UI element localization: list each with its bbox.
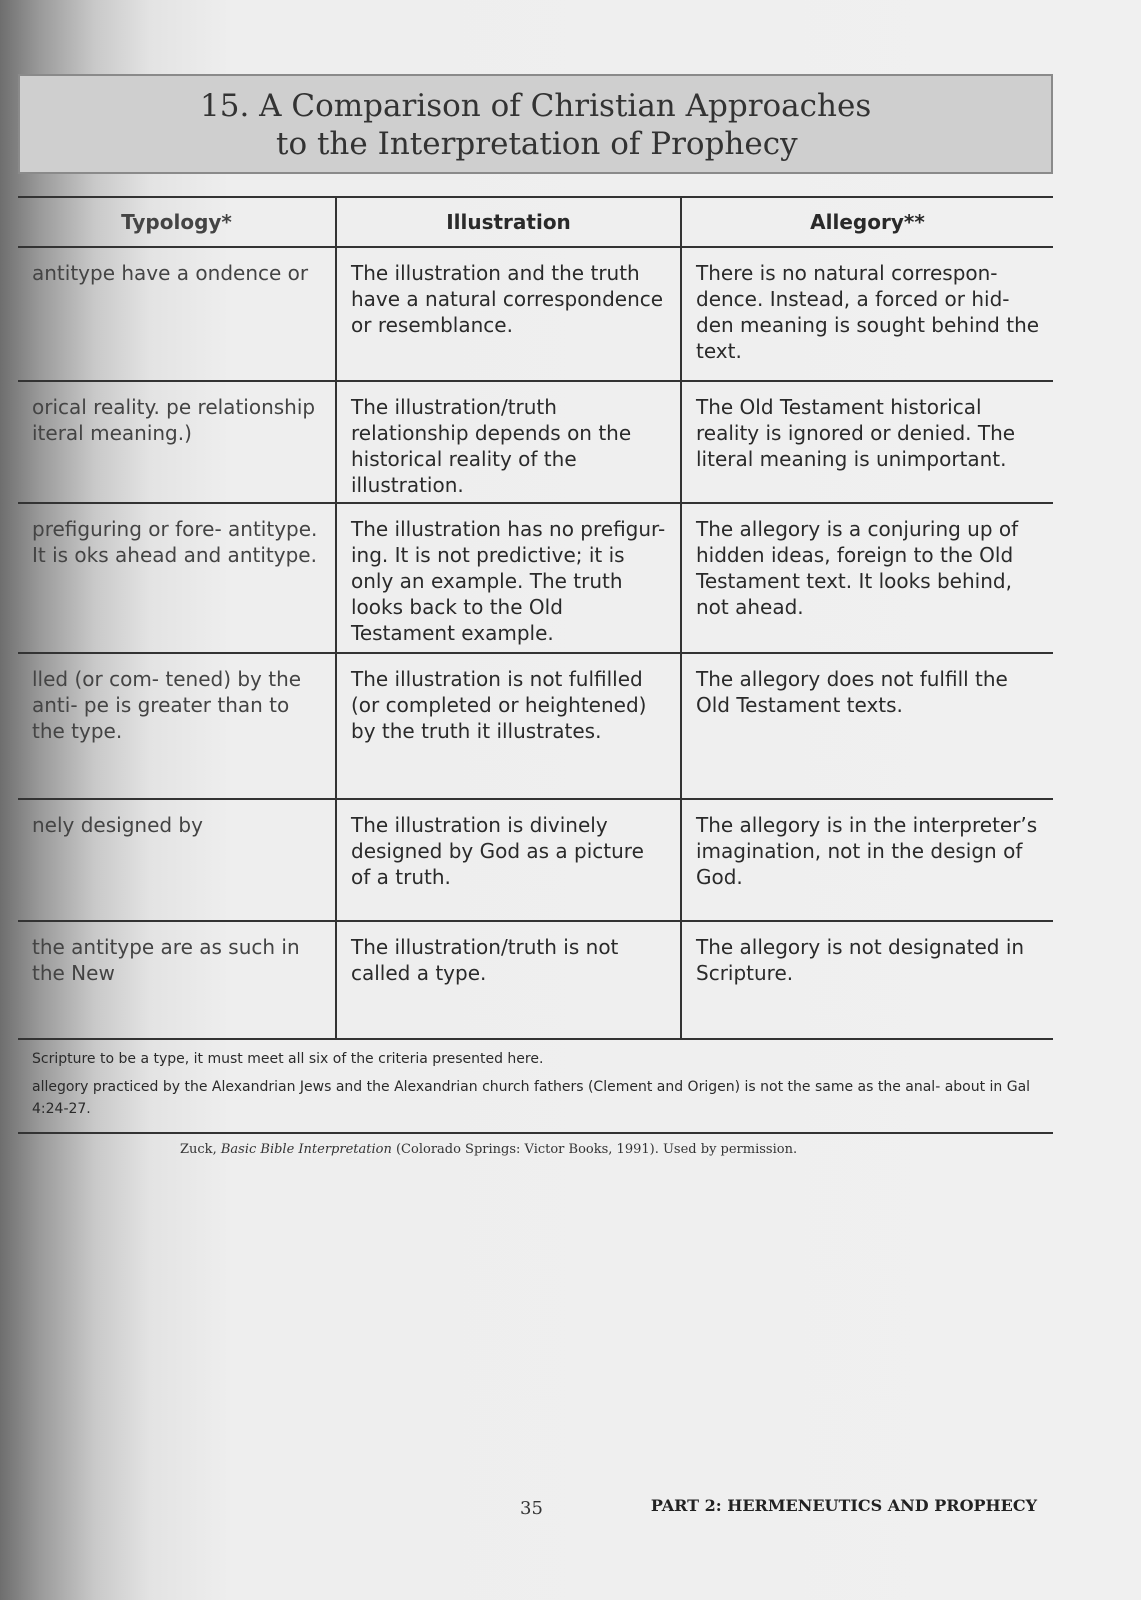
footnotes-cell (18, 1039, 1053, 1133)
page-title-line-1: 15. A Comparison of Christian Approaches (200, 88, 872, 124)
credit-prefix: Zuck, (180, 1142, 217, 1157)
allegory-cell: The Old Testament historical reality is ignored or denied. The literal meaning is unimportant. (681, 381, 1053, 503)
footnote-allegory: allegory practiced by the Alexandrian Jews and the Alexandrian church fathers (Clement and Origen) is not the same as the anal- about in Gal 4:24-27. (32, 1079, 1031, 1117)
allegory-cell: There is no natural correspon-dence. Instead, a forced or hid-den meaning is sought behind the text. (681, 247, 1053, 381)
source-credit (180, 1142, 797, 1157)
typology-cell: antitype have a ondence or (18, 247, 336, 381)
running-head: PART 2: HERMENEUTICS AND PROPHECY (650, 1496, 1037, 1515)
typology-cell: the antitype are as such in the New (18, 921, 336, 1039)
table-row (18, 921, 1053, 1039)
footnote-typology: Scripture to be a type, it must meet all six of the criteria presented here. (32, 1051, 544, 1067)
footnote-row (18, 1039, 1053, 1133)
table-row (18, 653, 1053, 799)
allegory-cell: The allegory is a conjuring up of hidden ideas, foreign to the Old Testament text. It looks behind, not ahead. (681, 503, 1053, 653)
allegory-cell: The allegory does not fulfill the Old Testament texts. (681, 653, 1053, 799)
illustration-cell: The illustration/truth relationship depends on the historical reality of the illustration. (336, 381, 681, 503)
table-row (18, 247, 1053, 381)
table-row (18, 381, 1053, 503)
typology-cell: prefiguring or fore- antitype. It is oks ahead and antitype. (18, 503, 336, 653)
typology-cell: nely designed by (18, 799, 336, 921)
table-row (18, 799, 1053, 921)
illustration-cell: The illustration/truth is not called a type. (336, 921, 681, 1039)
illustration-cell: The illustration and the truth have a natural correspondence or resemblance. (336, 247, 681, 381)
header-typology: Typology* (18, 197, 336, 247)
typology-cell: lled (or com- tened) by the anti- pe is greater than to the type. (18, 653, 336, 799)
allegory-cell: The allegory is in the interpreter’s imagination, not in the design of God. (681, 799, 1053, 921)
credit-rest: (Colorado Springs: Victor Books, 1991). Used by permission. (395, 1142, 798, 1157)
header-allegory: Allegory** (681, 197, 1053, 247)
credit-book-title: Basic Bible Interpretation (220, 1142, 392, 1157)
page-title-line-2: to the Interpretation of Prophecy (276, 126, 798, 162)
table-row (18, 503, 1053, 653)
illustration-cell: The illustration is divinely designed by God as a picture of a truth. (336, 799, 681, 921)
typology-cell: orical reality. pe relationship iteral meaning.) (18, 381, 336, 503)
allegory-cell: The allegory is not designated in Scripture. (681, 921, 1053, 1039)
page-number: 35 (520, 1498, 543, 1519)
title-banner (18, 74, 1053, 174)
header-row (18, 197, 1053, 247)
comparison-table (18, 196, 1053, 1134)
illustration-cell: The illustration has no prefigur-ing. It is not predictive; it is only an example. The truth looks back to the Old Testament example. (336, 503, 681, 653)
illustration-cell: The illustration is not fulfilled (or completed or heightened) by the truth it illustrates. (336, 653, 681, 799)
header-illustration: Illustration (336, 197, 681, 247)
